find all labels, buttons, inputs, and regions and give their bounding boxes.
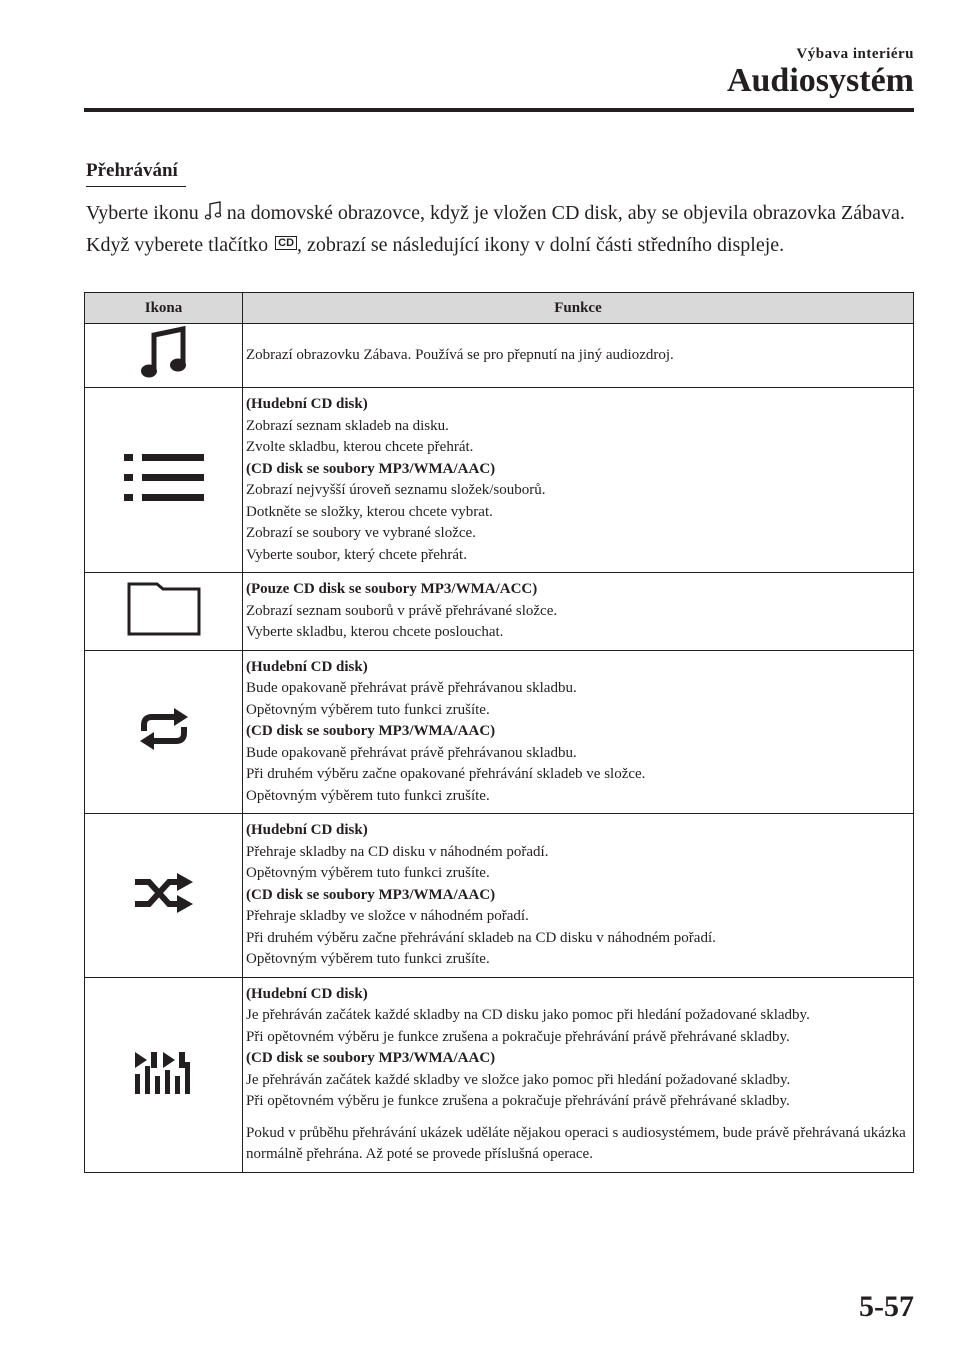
chapter-label: Výbava interiéru bbox=[796, 46, 914, 62]
table-row bbox=[85, 977, 914, 1172]
shuffle-icon bbox=[133, 902, 195, 919]
column-header-icon: Ikona bbox=[85, 293, 243, 324]
function-subheading: (CD disk se soubory MP3/WMA/AAC) bbox=[246, 460, 496, 477]
function-cell bbox=[243, 814, 914, 978]
function-subheading: (CD disk se soubory MP3/WMA/AAC) bbox=[246, 723, 496, 739]
intro-text-2: na domovské obrazovce, když je vložen CD disk, aby se objevila obrazovka Zábava. Když vyberete tlačítko bbox=[86, 202, 905, 256]
function-text: Při opětovném výběru je funkce zrušena a pokračuje přehrávání právě přehrávané skladby. bbox=[246, 1028, 790, 1045]
function-subheading: (Hudební CD disk) bbox=[246, 396, 368, 412]
table-header-row bbox=[85, 293, 914, 324]
cd-button-icon: CD bbox=[275, 236, 297, 250]
intro-text-3: , zobrazí se následující ikony v dolní části středního displeje. bbox=[297, 234, 785, 256]
icon-cell bbox=[85, 814, 243, 978]
page-number: 5-57 bbox=[859, 1290, 914, 1323]
function-text: Přehraje skladby na CD disku v náhodném pořadí. bbox=[246, 843, 549, 860]
function-cell bbox=[243, 388, 914, 573]
paragraph-gap bbox=[246, 1113, 909, 1123]
function-text: Opětovným výběrem tuto funkci zrušíte. bbox=[246, 951, 490, 967]
function-text: Opětovným výběrem tuto funkci zrušíte. bbox=[246, 787, 490, 804]
icon-function-table bbox=[84, 292, 914, 1173]
intro-text-1: Vyberte ikonu bbox=[86, 202, 204, 224]
function-text: Při druhém výběru začne přehrávání skladeb na CD disku v náhodném pořadí. bbox=[246, 929, 716, 946]
function-subheading: (Hudební CD disk) bbox=[246, 658, 368, 675]
function-text: Při opětovném výběru je funkce zrušena a pokračuje přehrávání právě přehrávané skladby. bbox=[246, 1093, 790, 1109]
scan-icon bbox=[135, 1083, 193, 1100]
music-note-icon bbox=[139, 369, 189, 386]
function-text: Bude opakovaně přehrávat právě přehrávanou skladbu. bbox=[246, 680, 577, 696]
function-subheading: (Pouze CD disk se soubory MP3/WMA/ACC) bbox=[246, 581, 538, 597]
function-subheading: (Hudební CD disk) bbox=[246, 822, 368, 838]
table-row bbox=[85, 650, 914, 814]
function-text: Opětovným výběrem tuto funkci zrušíte. bbox=[246, 865, 490, 881]
icon-cell bbox=[85, 650, 243, 814]
table-row bbox=[85, 814, 914, 978]
table-row bbox=[85, 388, 914, 573]
function-cell bbox=[243, 324, 914, 388]
function-text: Zobrazí se soubory ve vybrané složce. bbox=[246, 525, 476, 541]
intro-paragraph bbox=[86, 199, 918, 260]
function-text: Vyberte soubor, který chcete přehrát. bbox=[246, 546, 467, 563]
header-divider bbox=[84, 108, 914, 112]
function-subheading: (CD disk se soubory MP3/WMA/AAC) bbox=[246, 1050, 496, 1066]
function-subheading: (Hudební CD disk) bbox=[246, 985, 368, 1002]
function-text: Je přehráván začátek každé skladby ve složce jako pomoc při hledání požadované skladby. bbox=[246, 1071, 791, 1088]
section-title: Přehrávání bbox=[86, 160, 186, 187]
icon-cell bbox=[85, 977, 243, 1172]
repeat-icon bbox=[136, 738, 192, 755]
table-row bbox=[85, 573, 914, 651]
function-text: Opětovným výběrem tuto funkci zrušíte. bbox=[246, 701, 490, 718]
function-text: Dotkněte se složky, kterou chcete vybrat. bbox=[246, 503, 493, 520]
function-text: Zobrazí seznam skladeb na disku. bbox=[246, 417, 449, 434]
function-text: Přehraje skladby ve složce v náhodném pořadí. bbox=[246, 908, 529, 924]
function-text: Zvolte skladbu, kterou chcete přehrát. bbox=[246, 439, 474, 455]
function-subheading: (CD disk se soubory MP3/WMA/AAC) bbox=[246, 886, 496, 903]
function-text: Vyberte skladbu, kterou chcete poslouchat. bbox=[246, 624, 504, 640]
icon-cell bbox=[85, 573, 243, 651]
function-cell bbox=[243, 573, 914, 651]
column-header-function: Funkce bbox=[243, 293, 914, 324]
folder-icon bbox=[127, 623, 201, 640]
function-text: Zobrazí nejvyšší úroveň seznamu složek/souborů. bbox=[246, 482, 546, 498]
page-title: Audiosystém bbox=[726, 62, 914, 99]
function-cell bbox=[243, 650, 914, 814]
function-text: Bude opakovaně přehrávat právě přehrávanou skladbu. bbox=[246, 744, 577, 761]
function-text: Pokud v průběhu přehrávání ukázek uděláte nějakou operaci s audiosystémem, bude právě přehrávaná ukázka normálně přehrána. Až poté se provede příslušná operace. bbox=[246, 1124, 906, 1162]
function-text: Zobrazí obrazovku Zábava. Používá se pro přepnutí na jiný audiozdroj. bbox=[246, 346, 674, 363]
function-cell bbox=[243, 977, 914, 1172]
function-text: Je přehráván začátek každé skladby na CD disku jako pomoc při hledání požadované skladby. bbox=[246, 1007, 810, 1023]
function-text: Při druhém výběru začne opakované přehrávání skladeb ve složce. bbox=[246, 766, 646, 782]
icon-cell bbox=[85, 324, 243, 388]
table-row bbox=[85, 324, 914, 388]
icon-cell bbox=[85, 388, 243, 573]
function-text: Zobrazí seznam souborů v právě přehrávané složce. bbox=[246, 602, 558, 619]
music-note-inline-icon bbox=[204, 200, 222, 231]
list-icon bbox=[124, 491, 204, 508]
